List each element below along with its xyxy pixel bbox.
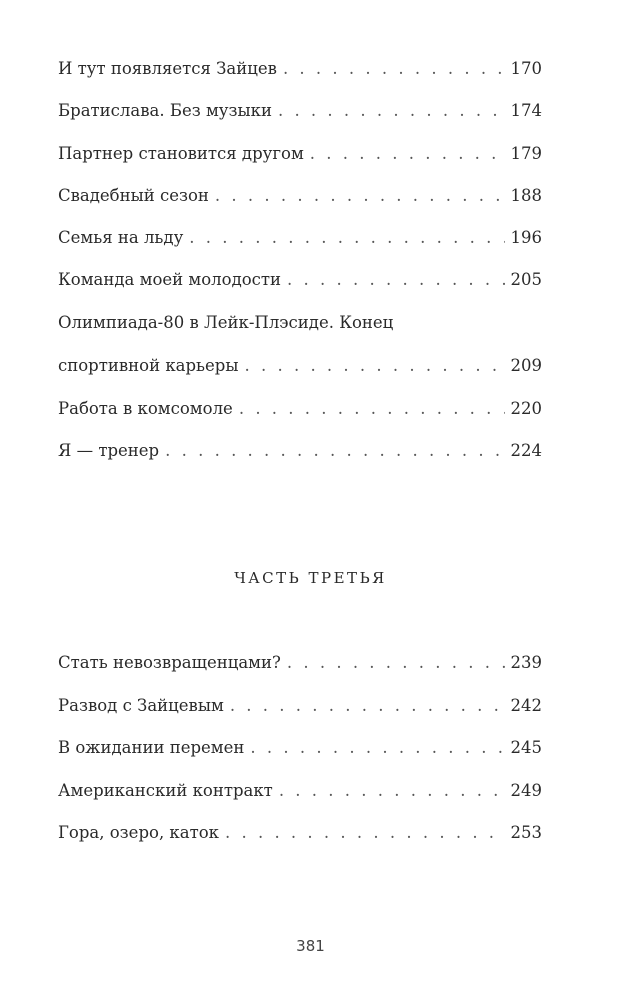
toc-entry-title: Партнер становится другом xyxy=(58,144,304,163)
toc-entry-page: 170 xyxy=(510,59,542,78)
toc-entry-page: 220 xyxy=(510,399,542,418)
leader-dots xyxy=(230,695,505,717)
toc-entry-title: И тут появляется Зайцев xyxy=(58,59,277,78)
toc-entry-page: 224 xyxy=(510,441,542,460)
toc-entry xyxy=(58,227,542,249)
toc-entry-page: 253 xyxy=(510,823,542,842)
leader-dots xyxy=(165,440,504,462)
toc-entry xyxy=(58,185,542,207)
toc-entry-page: 249 xyxy=(510,781,542,800)
leader-dots xyxy=(279,780,505,802)
toc-entry-title: Развод с Зайцевым xyxy=(58,696,224,715)
toc-entry-page: 174 xyxy=(510,101,542,120)
toc-entry-title: Семья на льду xyxy=(58,228,184,247)
toc-entry-title: В ожидании перемен xyxy=(58,738,245,757)
leader-dots xyxy=(225,822,505,844)
toc-entry-title: Свадебный сезон xyxy=(58,186,209,205)
toc-entry xyxy=(58,355,542,377)
leader-dots xyxy=(283,58,505,80)
toc-entry xyxy=(58,440,542,462)
toc-entry-page: 196 xyxy=(510,228,542,247)
toc-entry-title: Я — тренер xyxy=(58,441,160,460)
toc-entry-page: 209 xyxy=(510,356,542,375)
toc-entry-title: Гора, озеро, каток xyxy=(58,823,219,842)
leader-dots xyxy=(287,652,505,674)
toc-entry xyxy=(58,737,542,759)
toc-entry-page: 239 xyxy=(510,653,542,672)
toc-entry-page: 205 xyxy=(510,270,542,289)
toc-entry-title: Братислава. Без музыки xyxy=(58,101,272,120)
toc-entry xyxy=(58,398,542,420)
leader-dots xyxy=(215,185,505,207)
toc-entry-title: Американский контракт xyxy=(58,781,273,800)
leader-dots xyxy=(287,269,504,291)
toc-entry-title: Команда моей молодости xyxy=(58,270,282,289)
toc-entry xyxy=(58,100,542,122)
leader-dots xyxy=(244,355,504,377)
toc-entry-page: 242 xyxy=(510,696,542,715)
toc-entry-page: 245 xyxy=(510,738,542,757)
toc-entry xyxy=(58,652,542,674)
toc-entry xyxy=(58,695,542,717)
toc-entry-title-line2: спортивной карьеры xyxy=(58,356,239,375)
toc-entry xyxy=(58,780,542,802)
toc-entry xyxy=(58,143,542,165)
page-number: 381 xyxy=(296,937,325,955)
part-heading: ЧАСТЬ ТРЕТЬЯ xyxy=(234,569,387,587)
toc-entry xyxy=(58,58,542,80)
toc-entry xyxy=(58,269,542,291)
toc-entry xyxy=(58,822,542,844)
leader-dots xyxy=(278,100,505,122)
toc-entry-title-line1: Олимпиада-80 в Лейк-Плэсиде. Конец xyxy=(58,313,394,332)
toc-entry-page: 188 xyxy=(510,186,542,205)
leader-dots xyxy=(189,227,504,249)
leader-dots xyxy=(239,398,505,420)
toc-entry-title: Работа в комсомоле xyxy=(58,399,233,418)
leader-dots xyxy=(310,143,505,165)
toc-entry-page: 179 xyxy=(510,144,542,163)
leader-dots xyxy=(250,737,504,759)
toc-entry-title: Стать невозвращенцами? xyxy=(58,653,281,672)
